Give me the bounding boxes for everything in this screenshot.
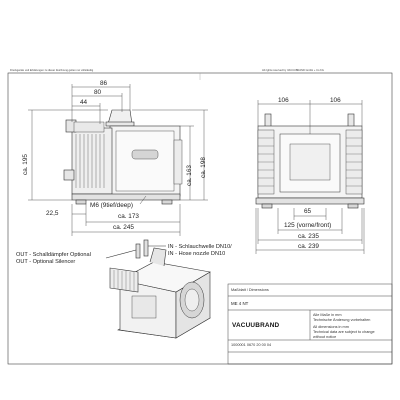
- note-de-2: Technische Änderung vorbehalten: [313, 318, 371, 322]
- dim-22-5: 22,5: [46, 210, 59, 217]
- document-number: 1000001 0670 20 00 04: [231, 343, 272, 347]
- dim-125: 125 (vorne/front): [284, 222, 332, 229]
- out-label-de: OUT - Schalldämpfer Optional: [16, 252, 91, 258]
- dim-245: ca. 245: [113, 224, 134, 231]
- note-de-1: Alle Maße in mm: [313, 313, 342, 317]
- note-en-1: All dimensions in mm: [313, 325, 349, 329]
- dim-106-left: 106: [278, 97, 289, 104]
- header-notice-right: All rights reserved by VACUUBRAND GmbH + Co KG: [262, 69, 324, 72]
- dim-195: ca. 195: [22, 154, 29, 175]
- dim-163: ca. 163: [186, 165, 193, 186]
- dim-80: 80: [94, 89, 102, 96]
- in-label-de: IN - Schlauchwelle DN10/: [168, 244, 232, 250]
- in-label-en: IN - Hose nozzle DN10: [168, 251, 226, 257]
- dim-198: ca. 198: [200, 157, 207, 178]
- dim-235: ca. 235: [298, 233, 319, 240]
- header-notice-left: Druckgeräte und Erklärungen zu dieser Zeichnung gelten nur vollständig: [10, 69, 94, 72]
- dim-86: 86: [100, 80, 108, 87]
- thread-label: M6 (9tief/deep): [90, 202, 133, 209]
- note-en-2: Technical data are subject to change: [313, 330, 375, 334]
- dim-106-right: 106: [330, 97, 341, 104]
- dim-44: 44: [80, 99, 88, 106]
- dim-239: ca. 239: [298, 243, 319, 250]
- product-name: ME 4 NT: [231, 301, 249, 306]
- out-label-en: OUT - Optional Silencer: [16, 259, 76, 265]
- note-en-3: without notice: [313, 335, 337, 339]
- dim-65: 65: [304, 208, 312, 215]
- dim-173: ca. 173: [118, 213, 139, 220]
- logo-plate: [132, 150, 158, 159]
- dimensions-heading: Maßblatt / Dimensions: [231, 288, 269, 292]
- brand-logo: VACUUBRAND: [232, 322, 280, 329]
- front-view-pump: [64, 110, 182, 204]
